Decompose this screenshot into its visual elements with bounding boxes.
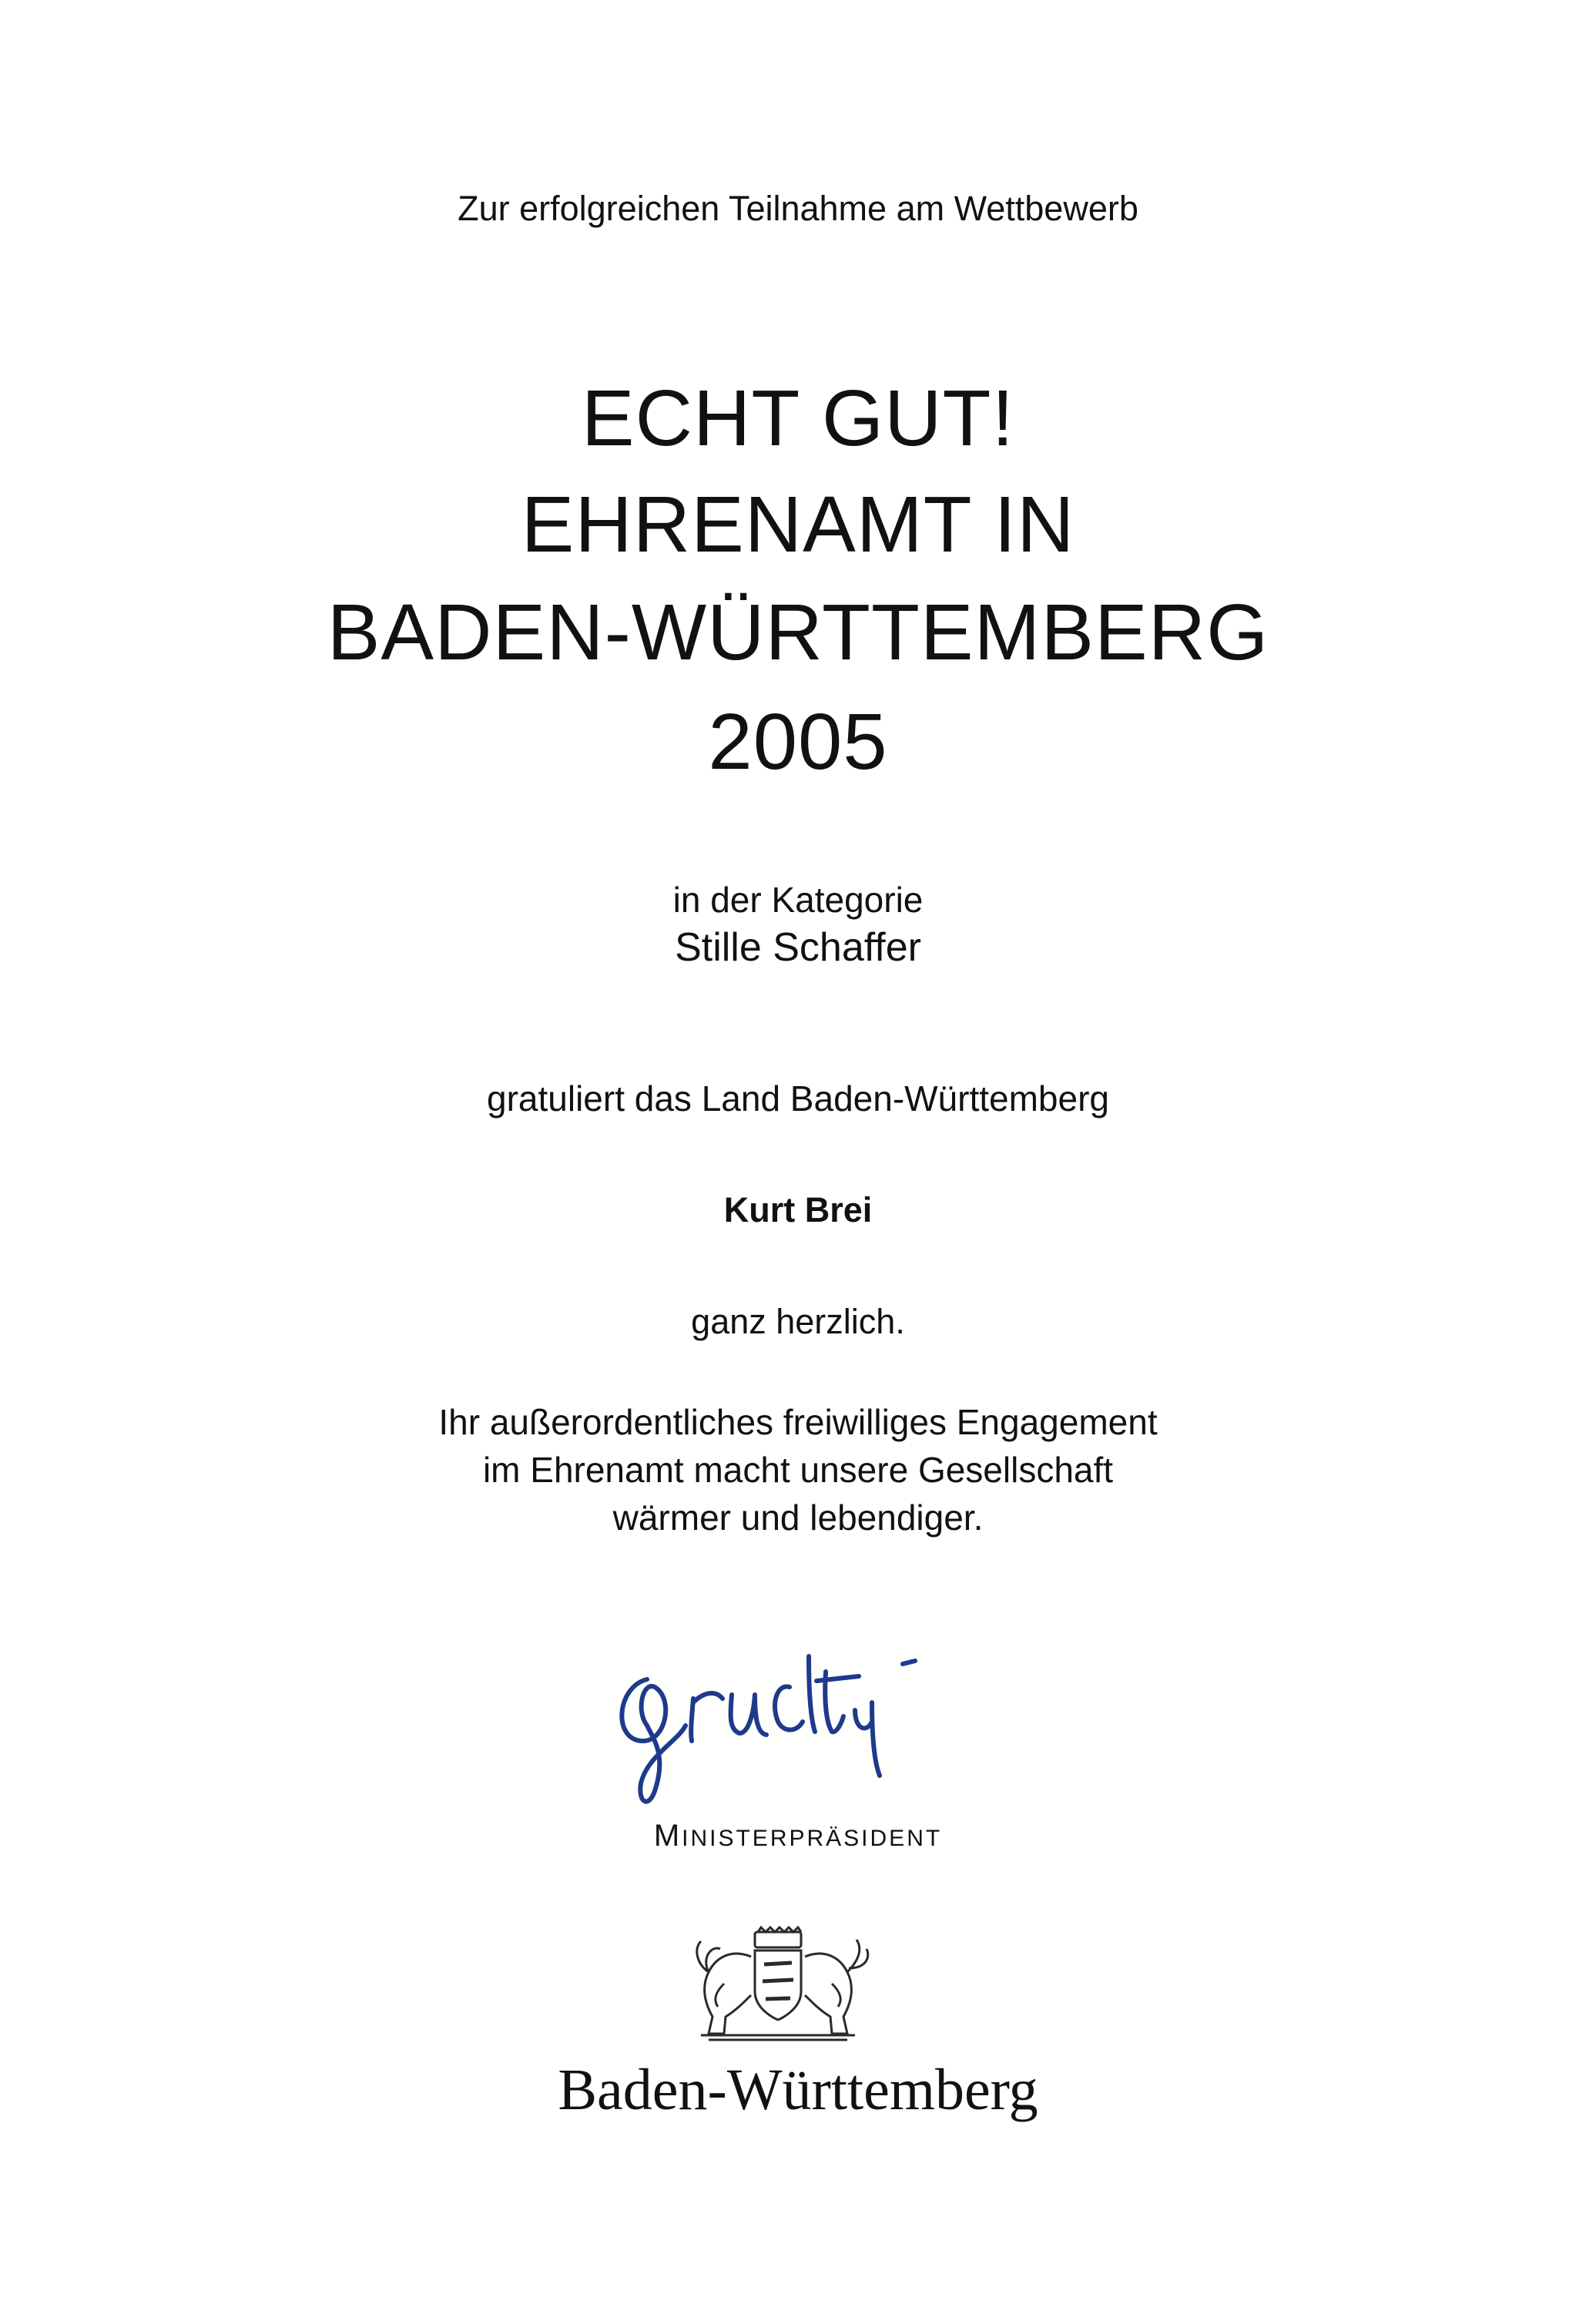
praise-line-2: im Ehrenamt macht unsere Gesellschaft bbox=[482, 1450, 1114, 1490]
category-label: in der Kategorie bbox=[672, 880, 924, 920]
praise-paragraph bbox=[0, 1398, 1596, 1541]
congratulation-text: gratuliert das Land Baden-Württemberg bbox=[487, 1078, 1109, 1119]
role-initial: M bbox=[653, 1819, 682, 1853]
recipient-name: Kurt Brei bbox=[723, 1190, 873, 1229]
signatory-role bbox=[0, 1820, 1596, 1854]
praise-line-1: Ihr außerordentliches freiwilliges Engagement bbox=[438, 1402, 1158, 1442]
coat-of-arms-icon bbox=[678, 1926, 878, 2041]
state-wordmark: Baden-Württemberg bbox=[558, 2058, 1038, 2122]
signature-icon bbox=[601, 1625, 971, 1818]
title-line-1: ECHT GUT! bbox=[581, 374, 1015, 462]
title-line-year: 2005 bbox=[708, 697, 888, 786]
praise-line-3: wärmer und lebendiger. bbox=[612, 1498, 984, 1538]
role-rest: INISTERPRÄSIDENT bbox=[682, 1826, 943, 1851]
closing-text: ganz herzlich. bbox=[691, 1302, 905, 1341]
title-line-3: BADEN-WÜRTTEMBERG bbox=[327, 588, 1269, 676]
title-line-2: EHRENAMT IN bbox=[521, 480, 1075, 569]
intro-text: Zur erfolgreichen Teilnahme am Wettbewerb bbox=[458, 189, 1138, 228]
category-value: Stille Schaffer bbox=[675, 925, 921, 970]
